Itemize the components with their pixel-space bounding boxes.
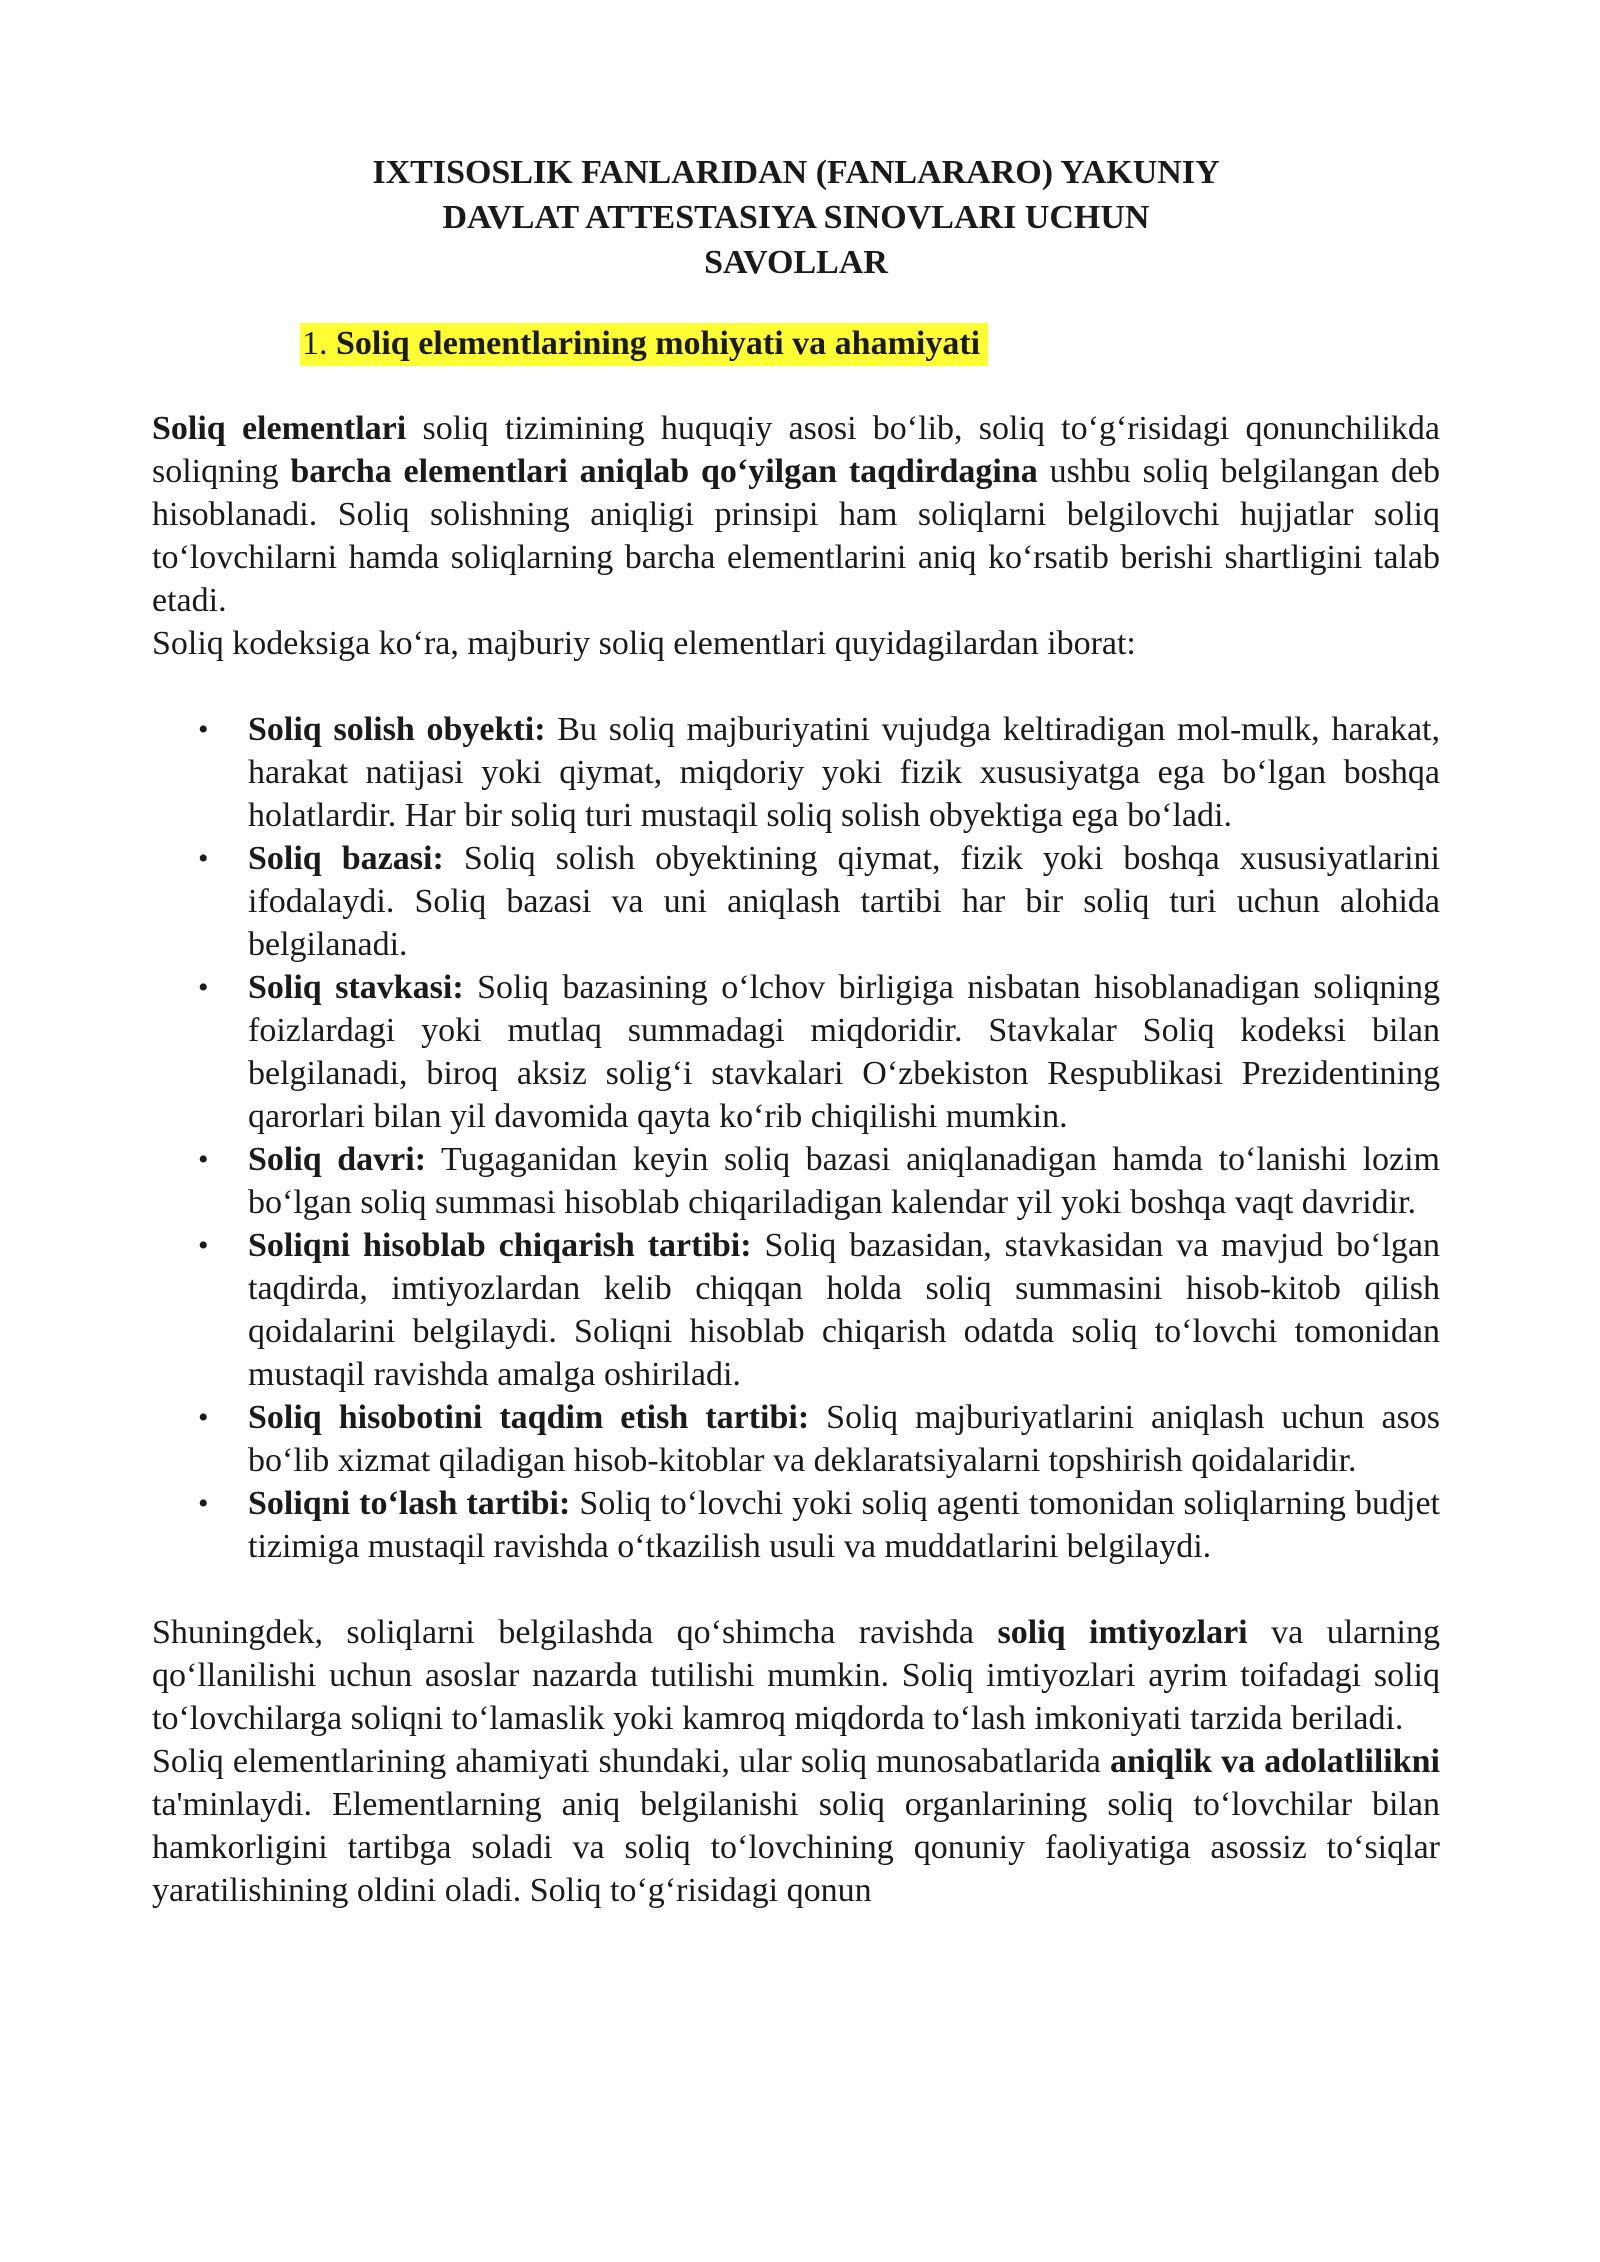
document-title — [152, 150, 1440, 285]
section-number: 1. — [302, 325, 328, 362]
importance-text-2: ta'minlaydi. Elementlarning aniq belgilanishi soliq organlarining soliq to‘lovchilar bilan hamkorligini tartibga soladi va soliq to‘lovchining qonuniy faoliyatiga asossiz to‘siqlar yaratilishining oldini oladi. Soliq to‘g‘risidagi qonun — [152, 1786, 1440, 1909]
tax-elements-list — [152, 708, 1440, 1568]
list-item — [152, 708, 1440, 837]
importance-text-1: Soliq elementlarining ahamiyati shundaki, ular soliq munosabatlarida — [152, 1743, 1110, 1780]
list-intro: Soliq kodeksiga ko‘ra, majburiy soliq elementlari quyidagilardan iborat: — [152, 625, 1136, 662]
benefits-text-2: va ularning qo‘llanilishi uchun asoslar nazarda tutilishi mumkin. Soliq imtiyozlari ayrim toifadagi soliq to‘lovchilarga soliqni to‘lamaslik yoki kamroq miqdorda to‘lash imkoniyati tarzida beriladi. — [152, 1614, 1440, 1737]
importance-paragraph — [152, 1740, 1440, 1912]
element-term: Soliq davri: — [248, 1141, 427, 1178]
element-term: Soliqni hisoblab chiqarish tartibi: — [248, 1227, 752, 1264]
element-text: Soliq solish obyektining qiymat, fizik yoki boshqa xususiyatlarini ifodalaydi. Soliq bazasi va uni aniqlash tartibi har bir soliq turi uchun alohida belgilanadi. — [248, 840, 1440, 963]
element-term: Soliq hisobotini taqdim etish tartibi: — [248, 1399, 810, 1436]
list-item — [152, 1482, 1440, 1568]
list-item — [152, 1396, 1440, 1482]
list-item — [152, 1224, 1440, 1396]
section-heading — [300, 322, 1440, 366]
title-line-2: DAVLAT ATTESTASIYA SINOVLARI UCHUN — [442, 199, 1150, 236]
section-title: Soliq elementlarining mohiyati va ahamiyati — [336, 325, 981, 362]
list-item — [152, 837, 1440, 966]
title-line-3: SAVOLLAR — [704, 244, 888, 281]
element-term: Soliq bazasi: — [248, 840, 444, 877]
bullet-icon: • — [198, 1487, 209, 1520]
intro-paragraph — [152, 407, 1440, 622]
list-item — [152, 1138, 1440, 1224]
highlighted-heading — [300, 323, 988, 366]
intro-bold-term: Soliq elementlari — [152, 410, 407, 447]
benefits-bold-term: soliq imtiyozlari — [997, 1614, 1248, 1651]
element-text: Soliq majburiyatlarini aniqlash uchun asos bo‘lib xizmat qiladigan hisob-kitoblar va deklaratsiyalarni topshirish qoidalaridir. — [248, 1399, 1441, 1479]
title-line-1: IXTISOSLIK FANLARIDAN (FANLARARO) YAKUNIY — [372, 154, 1220, 191]
element-term: Soliq stavkasi: — [248, 969, 464, 1006]
intro-bold-phrase: barcha elementlari aniqlab qo‘yilgan taqdirdagina — [290, 453, 1038, 490]
document-page — [152, 150, 1440, 1912]
element-text: Bu soliq majburiyatini vujudga keltiradigan mol-mulk, harakat, harakat natijasi yoki qiymat, miqdoriy yoki fizik xususiyatga ega bo‘lgan boshqa holatlardir. Har bir soliq turi mustaqil soliq solish obyektiga ega bo‘ladi. — [248, 711, 1440, 834]
intro-text-2: ushbu soliq belgilangan deb hisoblanadi. Soliq solishning aniqligi prinsipi ham soliqlarni belgilovchi hujjatlar soliq to‘lovchilarni hamda soliqlarning barcha elementlarini aniq ko‘rsatib berishi shartligini talab etadi. — [152, 453, 1440, 619]
element-text: Soliq to‘lovchi yoki soliq agenti tomonidan soliqlarning budjet tizimiga mustaqil ravishda o‘tkazilish usuli va muddatlarini belgilaydi. — [248, 1485, 1440, 1565]
element-text: Soliq bazasining o‘lchov birligiga nisbatan hisoblanadigan soliqning foizlardagi yoki mutlaq summadagi miqdoridir. Stavkalar Soliq kodeksi bilan belgilanadi, biroq aksiz solig‘i stavkalari O‘zbekiston Respublikasi Prezidentining qarorlari bilan yil davomida qayta ko‘rib chiqilishi mumkin. — [248, 969, 1440, 1135]
benefits-paragraph — [152, 1611, 1440, 1740]
element-term: Soliq solish obyekti: — [248, 711, 546, 748]
bullet-icon: • — [198, 1401, 209, 1434]
list-item — [152, 966, 1440, 1138]
benefits-text-1: Shuningdek, soliqlarni belgilashda qo‘shimcha ravishda — [152, 1614, 998, 1651]
element-term: Soliqni to‘lash tartibi: — [248, 1485, 571, 1522]
bullet-icon: • — [198, 1229, 209, 1262]
bullet-icon: • — [198, 713, 209, 746]
element-text: Soliq bazasidan, stavkasidan va mavjud bo‘lgan taqdirda, imtiyozlardan kelib chiqqan holda soliq summasini hisob-kitob qilish qoidalarini belgilaydi. Soliqni hisoblab chiqarish odatda soliq to‘lovchi tomonidan mustaqil ravishda amalga oshiriladi. — [248, 1227, 1441, 1393]
importance-bold-term: aniqlik va adolatlilikni — [1109, 1743, 1440, 1780]
bullet-icon: • — [198, 842, 209, 875]
bullet-icon: • — [198, 971, 209, 1004]
intro-text-1: soliq tizimining huquqiy asosi bo‘lib, soliq to‘g‘risidagi qonunchilikda soliqning — [152, 410, 1440, 490]
element-text: Tugaganidan keyin soliq bazasi aniqlanadigan hamda to‘lanishi lozim bo‘lgan soliq summasi hisoblab chiqariladigan kalendar yil yoki boshqa vaqt davridir. — [248, 1141, 1440, 1221]
bullet-icon: • — [198, 1143, 209, 1176]
